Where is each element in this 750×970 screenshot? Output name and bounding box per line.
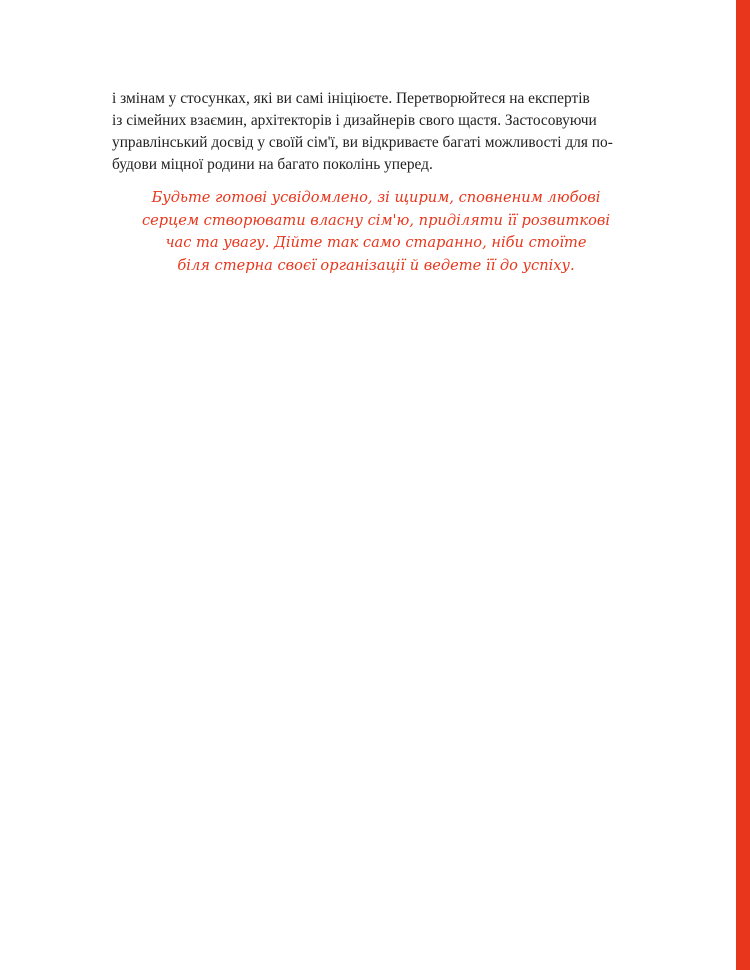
- body-line: із сімейних взаємин, архітекторів і дизайнерів свого щастя. Застосовуючи: [112, 112, 597, 129]
- body-line: управлінський досвід у своїй сім'ї, ви відкриваєте багаті можливості для по-: [112, 134, 613, 151]
- body-line: і змінам у стосунках, які ви самі ініціюєте. Перетворюйтеся на експертів: [112, 90, 590, 107]
- pull-quote: [112, 187, 640, 277]
- pull-quote-line: час та увагу. Дійте так само старанно, ніби стоїте: [165, 234, 587, 251]
- pull-quote-line: біля стерна своєї організації й ведете її до успіху.: [177, 256, 575, 274]
- body-paragraph: [112, 88, 640, 176]
- pull-quote-line: серцем створювати власну сім'ю, приділяти її розвиткові: [141, 211, 611, 229]
- pull-quote-line: Будьте готові усвідомлено, зі щирим, сповненим любові: [151, 189, 601, 206]
- body-line: будови міцної родини на багато поколінь уперед.: [112, 156, 433, 173]
- page-edge-accent-bar: [736, 0, 750, 970]
